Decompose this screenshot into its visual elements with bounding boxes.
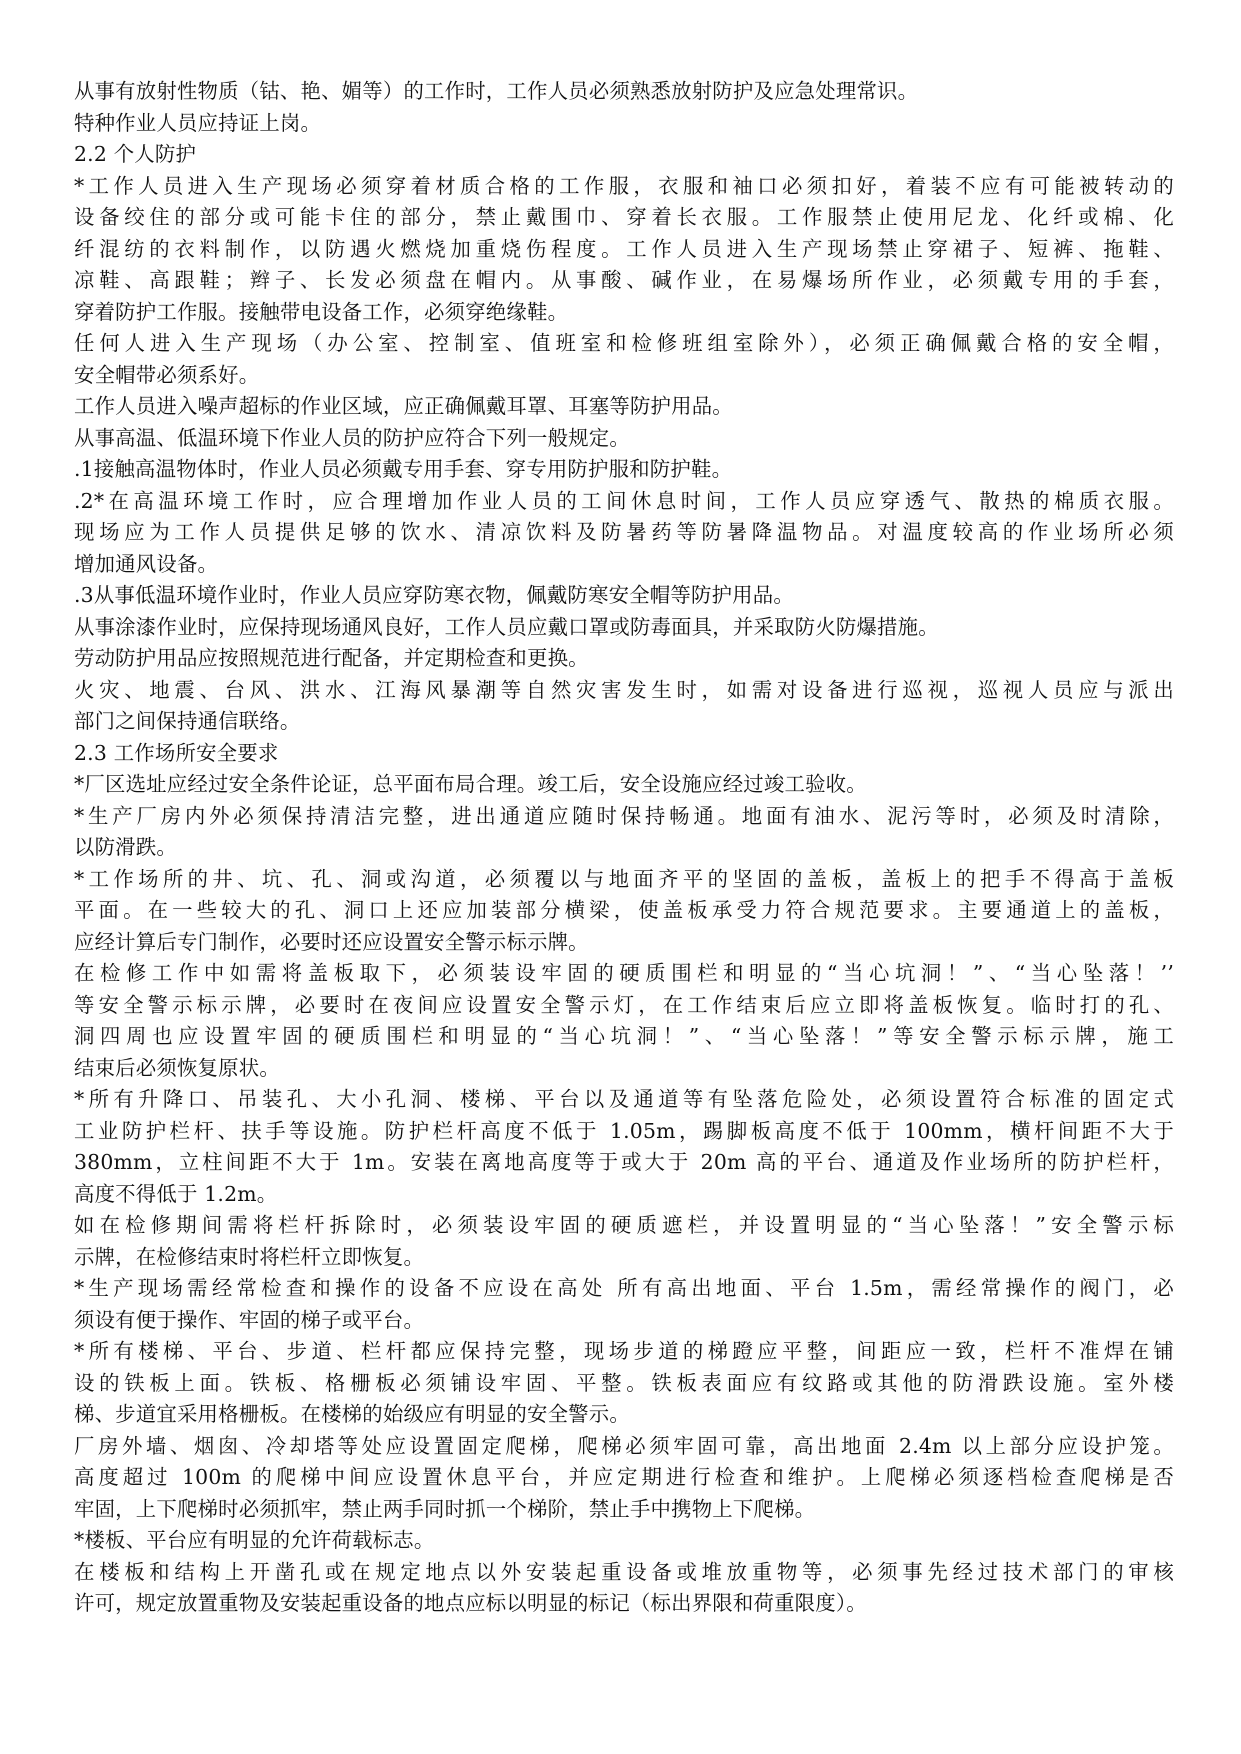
text-line: 2.3 工作场所安全要求 <box>74 740 279 765</box>
text-line: .3从事低温环境作业时，作业人员应穿防寒衣物，佩戴防寒安全帽等防护用品。 <box>74 583 794 607</box>
text-line: *楼板、平台应有明显的允许荷载标志。 <box>74 1528 435 1552</box>
text-line: 等安全警示标示牌，必要时在夜间应设置安全警示灯，在工作结束后应立即将盖板恢复。临时打的孔、 <box>74 992 1174 1017</box>
text-line: *所有楼梯、平台、步道、栏杆都应保持完整，现场步道的梯蹬应平整，间距应一致，栏杆不准焊在铺 <box>74 1339 1174 1363</box>
text-line: 凉鞋、高跟鞋；辫子、长发必须盘在帽内。从事酸、碱作业，在易爆场所作业，必须戴专用的手套， <box>74 268 1174 292</box>
text-line: 部门之间保持通信联络。 <box>74 709 301 733</box>
text-line: 高度不得低于 1.2m。 <box>74 1181 278 1206</box>
text-line: 任何人进入生产现场（办公室、控制室、值班室和检修班组室除外），必须正确佩戴合格的安全帽， <box>74 331 1174 355</box>
text-line: 厂房外墙、烟囱、冷却塔等处应设置固定爬梯，爬梯必须牢固可靠，高出地面 2.4m 以上部分应设护笼。 <box>74 1433 1174 1458</box>
text-line: 从事高温、低温环境下作业人员的防护应符合下列一般规定。 <box>74 425 630 450</box>
text-line: 设的铁板上面。铁板、格栅板必须铺设牢固、平整。铁板表面应有纹路或其他的防滑跌设施。室外楼 <box>74 1370 1174 1395</box>
text-line: *厂区选址应经过安全条件论证，总平面布局合理。竣工后，安全设施应经过竣工验收。 <box>74 772 867 796</box>
text-line: 牢固，上下爬梯时必须抓牢，禁止两手同时抓一个梯阶，禁止手中携物上下爬梯。 <box>74 1496 816 1521</box>
text-line: 高度超过 100m 的爬梯中间应设置休息平台，并应定期进行检查和维护。上爬梯必须逐档检查爬梯是否 <box>74 1465 1174 1489</box>
text-line: .1接触高温物体时，作业人员必须戴专用手套、穿专用防护服和防护鞋。 <box>74 457 733 481</box>
text-line: 从事有放射性物质（钴、艳、媚等）的工作时，工作人员必须熟悉放射防护及应急处理常识。 <box>74 79 919 103</box>
text-line: 在楼板和结构上开凿孔或在规定地点以外安装起重设备或堆放重物等，必须事先经过技术部门的审核 <box>74 1559 1174 1584</box>
text-line: 在检修工作中如需将盖板取下，必须装设牢固的硬质围栏和明显的“当心坑洞！”、“当心坠落！’’ <box>74 961 1174 985</box>
text-line: 380mm，立柱间距不大于 1m。安装在离地高度等于或大于 20m 高的平台、通道及作业场所的防护栏杆， <box>74 1150 1174 1174</box>
text-line: 穿着防护工作服。接触带电设备工作，必须穿绝缘鞋。 <box>74 299 569 324</box>
text-line: 须设有便于操作、牢固的梯子或平台。 <box>74 1307 425 1332</box>
text-line: 梯、步道宜采用格栅板。在楼梯的始级应有明显的安全警示。 <box>74 1402 630 1426</box>
text-line: 如在检修期间需将栏杆拆除时，必须装设牢固的硬质遮栏，并设置明显的“当心坠落！”安全警示标 <box>74 1213 1174 1237</box>
text-line: 劳动防护用品应按照规范进行配备，并定期检查和更换。 <box>74 646 589 670</box>
text-line: *所有升降口、吊装孔、大小孔洞、楼梯、平台以及通道等有坠落危险处，必须设置符合标准的固定式 <box>74 1087 1174 1111</box>
text-line: *生产现场需经常检查和操作的设备不应设在高处 所有高出地面、平台 1.5m，需经常操作的阀门，必 <box>74 1276 1174 1300</box>
text-line: 现场应为工作人员提供足够的饮水、清凉饮料及防暑药等防暑降温物品。对温度较高的作业场所必须 <box>74 520 1174 544</box>
text-line: *工作人员进入生产现场必须穿着材质合格的工作服，衣服和袖口必须扣好，着装不应有可能被转动的 <box>74 173 1174 198</box>
text-line: *生产厂房内外必须保持清洁完整，进出通道应随时保持畅通。地面有油水、泥污等时，必须及时清除， <box>74 803 1174 828</box>
text-line: 安全帽带必须系好。 <box>74 362 260 387</box>
text-line: 示牌，在检修结束时将栏杆立即恢复。 <box>74 1244 425 1269</box>
text-line: 结束后必须恢复原状。 <box>74 1055 280 1080</box>
text-line: 应经计算后专门制作，必要时还应设置安全警示标示牌。 <box>74 929 589 954</box>
text-line: 许可，规定放置重物及安装起重设备的地点应标以明显的标记（标出界限和荷重限度）。 <box>74 1591 867 1615</box>
text-line: .2*在高温环境工作时，应合理增加作业人员的工间休息时间，工作人员应穿透气、散热的棉质衣服。 <box>74 488 1174 513</box>
text-line: 纤混纺的衣料制作，以防遇火燃烧加重烧伤程度。工作人员进入生产现场禁止穿裙子、短裤、拖鞋、 <box>74 236 1174 261</box>
text-line: 以防滑跌。 <box>74 835 177 859</box>
text-line: 设备绞住的部分或可能卡住的部分，禁止戴围巾、穿着长衣服。工作服禁止使用尼龙、化纤或棉、化 <box>74 205 1174 229</box>
text-line: 增加通风设备。 <box>74 551 219 576</box>
text-line: 2.2 个人防护 <box>74 142 197 166</box>
text-line: 特种作业人员应持证上岗。 <box>74 110 322 135</box>
text-line: 火灾、地震、台风、洪水、江海风暴潮等自然灾害发生时，如需对设备进行巡视，巡视人员应与派出 <box>74 677 1174 702</box>
text-line: 从事涂漆作业时，应保持现场通风良好，工作人员应戴口罩或防毒面具，并采取防火防爆措施。 <box>74 614 939 639</box>
text-line: 工作人员进入噪声超标的作业区域，应正确佩戴耳罩、耳塞等防护用品。 <box>74 394 733 418</box>
text-line: 工业防护栏杆、扶手等设施。防护栏杆高度不低于 1.05m，踢脚板高度不低于 100mm，横杆间距不大于 <box>74 1118 1174 1143</box>
document-body <box>74 76 1174 1620</box>
text-line: 洞四周也应设置牢固的硬质围栏和明显的“当心坑洞！”、“当心坠落！”等安全警示标示牌，施工 <box>74 1024 1174 1048</box>
text-line: 平面。在一些较大的孔、洞口上还应加装部分横梁，使盖板承受力符合规范要求。主要通道上的盖板， <box>74 898 1174 922</box>
text-line: *工作场所的井、坑、孔、洞或沟道，必须覆以与地面齐平的坚固的盖板，盖板上的把手不得高于盖板 <box>74 866 1174 891</box>
